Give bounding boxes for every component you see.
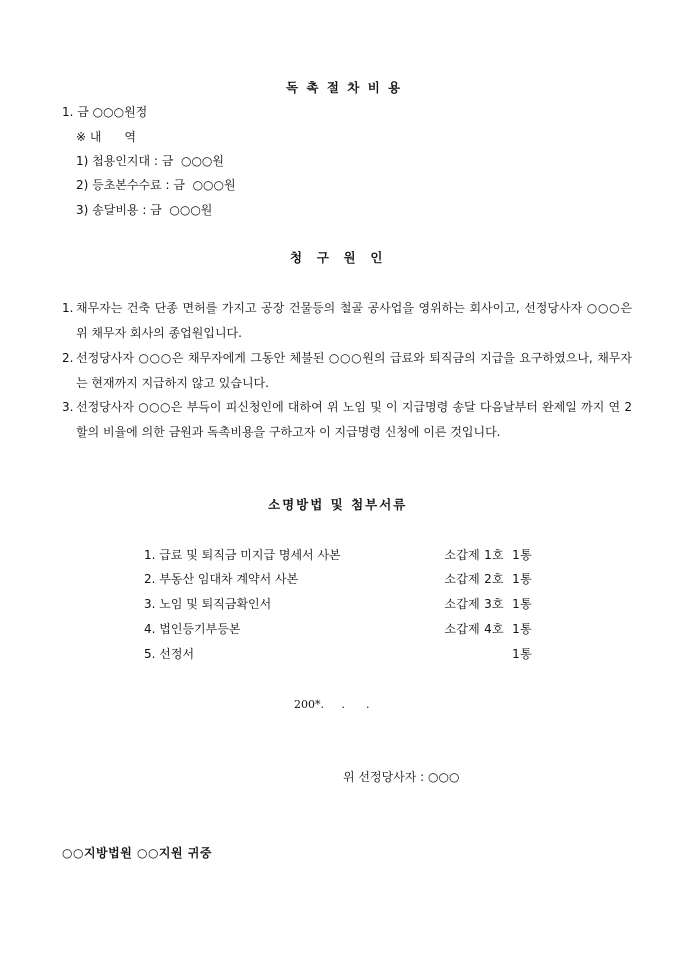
evidence-item-ref: 소갑제 3호 1통 bbox=[444, 597, 532, 611]
claim-paragraph bbox=[62, 346, 632, 396]
evidence-item-label: 1. 급료 및 퇴직금 미지급 명세서 사본 bbox=[144, 548, 341, 562]
evidence-item-label: 3. 노임 및 퇴직금확인서 bbox=[144, 597, 272, 611]
claim-paragraph-number: 1. bbox=[62, 301, 74, 315]
fee-item: 1) 첩용인지대 : 금 ○○○원 bbox=[76, 154, 224, 168]
evidence-item bbox=[144, 596, 532, 612]
fee-breakdown-label: ※ 내 역 bbox=[76, 130, 136, 144]
date-line: 200*. . . bbox=[294, 698, 370, 711]
claim-paragraph-text: 선정당사자 ○○○은 채무자에게 그동안 체불된 ○○○원의 급료와 퇴직금의 지급을 요구하였으나, 채무자는 현재까지 지급하지 않고 있습니다. bbox=[76, 351, 632, 390]
evidence-item-ref: 1통 bbox=[512, 647, 532, 661]
evidence-item-label: 2. 부동산 임대차 계약서 사본 bbox=[144, 572, 299, 586]
claim-paragraph bbox=[62, 395, 632, 445]
claim-paragraph-number: 3. bbox=[62, 400, 74, 414]
evidence-item-ref: 소갑제 4호 1통 bbox=[444, 622, 532, 636]
claim-section-title: 청 구 원 인 bbox=[290, 250, 385, 265]
fee-section-title: 독 촉 절 차 비 용 bbox=[286, 80, 403, 95]
court-addressee: ○○지방법원 ○○지원 귀중 bbox=[62, 846, 212, 860]
evidence-item bbox=[144, 646, 532, 662]
evidence-item bbox=[144, 547, 532, 563]
claim-paragraph bbox=[62, 296, 632, 346]
claim-paragraph-text: 선정당사자 ○○○은 부득이 피신청인에 대하여 위 노임 및 이 지급명령 송달 다음날부터 완제일 까지 연 2할의 비율에 의한 금원과 독촉비용을 구하고자 이 지급명령 신청에 이른 것입니다. bbox=[76, 400, 632, 439]
evidence-item bbox=[144, 571, 532, 587]
claim-paragraph-text: 채무자는 건축 단종 면허를 가지고 공장 건물등의 철골 공사업을 영위하는 회사이고, 선정당사자 ○○○은 위 채무자 회사의 종업원입니다. bbox=[76, 301, 632, 340]
fee-item: 3) 송달비용 : 금 ○○○원 bbox=[76, 203, 213, 217]
evidence-item-ref: 소갑제 1호 1통 bbox=[444, 548, 532, 562]
fee-item: 2) 등초본수수료 : 금 ○○○원 bbox=[76, 178, 236, 192]
evidence-item-ref: 소갑제 2호 1통 bbox=[444, 572, 532, 586]
claim-paragraph-number: 2. bbox=[62, 351, 74, 365]
fee-total-line: 1. 금 ○○○원정 bbox=[62, 105, 148, 119]
evidence-section-title: 소명방법 및 첨부서류 bbox=[268, 497, 408, 512]
evidence-item-label: 4. 법인등기부등본 bbox=[144, 622, 241, 636]
evidence-item bbox=[144, 621, 532, 637]
signature-line: 위 선정당사자 : ○○○ bbox=[343, 770, 460, 784]
evidence-item-label: 5. 선정서 bbox=[144, 647, 195, 661]
